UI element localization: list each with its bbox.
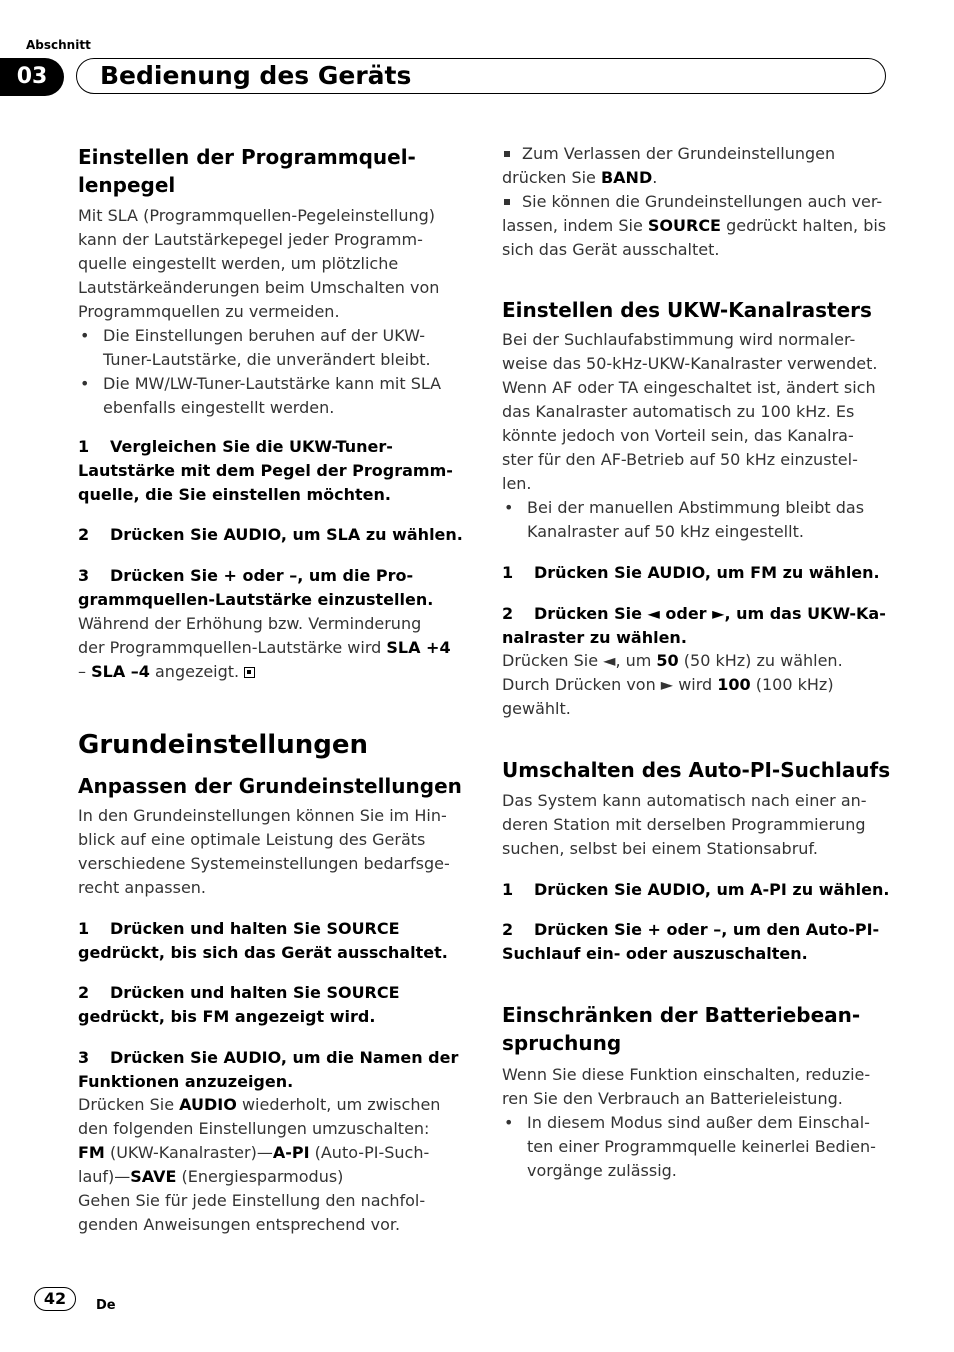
- button-name: BAND: [600, 168, 653, 187]
- step-number: 2: [78, 983, 90, 1002]
- step-1-grund: [78, 917, 470, 965]
- display-value: FM: [78, 1143, 105, 1162]
- text-run: lauf)—: [78, 1167, 131, 1186]
- step-3-pegel-body: [78, 612, 470, 684]
- text-run: Drücken Sie: [78, 1095, 180, 1114]
- text-run: Sie können die Grundeinstellungen auch ver-: [522, 192, 883, 211]
- step-2-ukw-body: [502, 649, 894, 721]
- step-1-pegel: [78, 435, 470, 507]
- text-line: ren Sie den Verbrauch an Batterieleistung.: [502, 1089, 843, 1108]
- button-name: SOURCE: [647, 216, 721, 235]
- text-line: Drücken Sie AUDIO, um FM zu wählen.: [534, 563, 880, 582]
- step-number: 2: [502, 920, 514, 939]
- text-line: Drücken Sie + oder –, um die Pro-: [110, 566, 414, 585]
- step-number: 2: [78, 525, 90, 544]
- step-2-ukw: [502, 602, 894, 650]
- step-2-grund: [78, 981, 470, 1029]
- display-value: A-PI: [272, 1143, 310, 1162]
- language-code: De: [96, 1298, 116, 1313]
- text-line: vorgänge zulässig.: [527, 1161, 677, 1180]
- text-line: könnte jedoch von Vorteil sein, das Kanalra-: [502, 426, 854, 445]
- heading-line: Einstellen der Programmquel-: [78, 145, 416, 169]
- text-line: Funktionen anzuzeigen.: [78, 1072, 294, 1091]
- step-3-grund-body: [78, 1093, 470, 1237]
- text-line: Kanalraster auf 50 kHz eingestellt.: [527, 522, 804, 541]
- text-run: drücken Sie: [502, 168, 601, 187]
- text-line: verschiedene Systemeinstellungen bedarfsge-: [78, 854, 450, 873]
- text-line: grammquellen-Lautstärke einzustellen.: [78, 590, 434, 609]
- text-line: ebenfalls eingestellt werden.: [103, 398, 335, 417]
- text-line: deren Station mit derselben Programmierung: [502, 815, 866, 834]
- chapter-title: Bedienung des Geräts: [100, 61, 412, 90]
- batt-bullets: [502, 1111, 894, 1183]
- step-3-grund: [78, 1046, 470, 1094]
- heading-line: spruchung: [502, 1031, 622, 1055]
- text-run: wiederholt, um zwischen: [236, 1095, 441, 1114]
- text-run: –: [78, 662, 92, 681]
- text-line: sich das Gerät ausschaltet.: [502, 240, 720, 259]
- step-2-api: [502, 918, 894, 966]
- text-line: Drücken und halten Sie SOURCE: [110, 983, 400, 1002]
- section-number-badge: 03: [0, 58, 64, 96]
- bullet-icon: •: [80, 326, 90, 345]
- display-value: SLA +4: [386, 638, 451, 657]
- section-label: Abschnitt: [26, 38, 91, 52]
- pegel-intro: [78, 204, 470, 324]
- api-intro: [502, 789, 894, 861]
- text-line: gedrückt, bis sich das Gerät ausschaltet.: [78, 943, 448, 962]
- step-number: 1: [78, 437, 90, 456]
- text-line: Lautstärke mit dem Pegel der Programm-: [78, 461, 453, 480]
- text-run: Zum Verlassen der Grundeinstellungen: [522, 144, 836, 163]
- text-line: Mit SLA (Programmquellen-Pegeleinstellung): [78, 206, 436, 225]
- text-run: (100 kHz): [750, 675, 834, 694]
- text-line: Bei der Suchlaufabstimmung wird normaler-: [502, 330, 856, 349]
- text-line: Tuner-Lautstärke, die unverändert bleibt.: [103, 350, 431, 369]
- text-line: Lautstärkeänderungen beim Umschalten von: [78, 278, 440, 297]
- bullet-icon: •: [504, 498, 514, 517]
- list-item: [502, 190, 894, 262]
- step-number: 3: [78, 1048, 90, 1067]
- text-line: ten einer Programmquelle keinerlei Bedien-: [527, 1137, 876, 1156]
- text-line: Wenn AF oder TA eingeschaltet ist, ändert sich: [502, 378, 876, 397]
- text-line: gewählt.: [502, 699, 571, 718]
- heading-batterie: [502, 1001, 894, 1057]
- heading-grundeinstellungen: Grundeinstellungen: [78, 730, 368, 760]
- heading-line: lenpegel: [78, 173, 176, 197]
- text-line: In den Grundeinstellungen können Sie im Hin-: [78, 806, 447, 825]
- step-3-pegel: [78, 564, 470, 612]
- square-bullet-icon: [504, 151, 510, 157]
- display-value: SLA –4: [91, 662, 150, 681]
- text-line: nalraster zu wählen.: [502, 628, 687, 647]
- text-line: Drücken Sie AUDIO, um A-PI zu wählen.: [534, 880, 890, 899]
- text-line: Suchlauf ein- oder auszuschalten.: [502, 944, 808, 963]
- text-line: Programmquellen zu vermeiden.: [78, 302, 340, 321]
- text-line: ster für den AF-Betrieb auf 50 kHz einzustel-: [502, 450, 858, 469]
- pegel-bullets: [78, 324, 470, 420]
- text-run: (Auto-PI-Such-: [309, 1143, 430, 1162]
- heading-programmquellenpegel: [78, 143, 470, 199]
- display-value: SAVE: [130, 1167, 177, 1186]
- page-number: 42: [34, 1287, 76, 1311]
- list-item: [502, 142, 894, 190]
- text-line: weise das 50-kHz-UKW-Kanalraster verwendet.: [502, 354, 878, 373]
- text-line: den folgenden Einstellungen umzuschalten:: [78, 1119, 430, 1138]
- text-line: Drücken Sie AUDIO, um SLA zu wählen.: [110, 525, 463, 544]
- heading-anpassen: Anpassen der Grundeinstellungen: [78, 774, 462, 798]
- text-run: lassen, indem Sie: [502, 216, 648, 235]
- list-item: [502, 1111, 894, 1183]
- step-2-pegel: [78, 523, 470, 547]
- list-item: [502, 496, 894, 544]
- step-number: 3: [78, 566, 90, 585]
- text-line: Drücken Sie AUDIO, um die Namen der: [110, 1048, 459, 1067]
- text-line: Vergleichen Sie die UKW-Tuner-: [110, 437, 393, 456]
- text-run: (Energiesparmodus): [176, 1167, 344, 1186]
- list-item: [78, 324, 470, 372]
- text-line: Drücken und halten Sie SOURCE: [110, 919, 400, 938]
- end-of-section-icon: [244, 667, 255, 678]
- text-run: .: [652, 168, 658, 187]
- text-run: (UKW-Kanalraster)—: [104, 1143, 273, 1162]
- text-line: In diesem Modus sind außer dem Einschal-: [527, 1113, 870, 1132]
- ukw-bullets: [502, 496, 894, 544]
- text-line: kann der Lautstärkepegel jeder Programm-: [78, 230, 423, 249]
- text-run: (50 kHz) zu wählen.: [678, 651, 843, 670]
- button-name: AUDIO: [179, 1095, 237, 1114]
- bullet-icon: •: [504, 1113, 514, 1132]
- text-line: blick auf eine optimale Leistung des Geräts: [78, 830, 426, 849]
- text-run: der Programmquellen-Lautstärke wird: [78, 638, 387, 657]
- exit-notes: [502, 142, 894, 262]
- heading-auto-pi: Umschalten des Auto-PI-Suchlaufs: [502, 758, 891, 782]
- text-line: quelle eingestellt werden, um plötzliche: [78, 254, 399, 273]
- text-run: angezeigt.: [149, 662, 245, 681]
- heading-line: Einschränken der Batteriebean-: [502, 1003, 861, 1027]
- text-line: Wenn Sie diese Funktion einschalten, reduzie-: [502, 1065, 871, 1084]
- display-value: 50: [656, 651, 679, 670]
- text-line: das Kanalraster automatisch zu 100 kHz. Es: [502, 402, 855, 421]
- heading-ukw-kanalraster: Einstellen des UKW-Kanalrasters: [502, 298, 872, 322]
- step-number: 1: [502, 563, 514, 582]
- text-line: gedrückt, bis FM angezeigt wird.: [78, 1007, 376, 1026]
- text-run: gedrückt halten, bis: [720, 216, 887, 235]
- step-1-api: [502, 878, 894, 902]
- step-1-ukw: [502, 561, 894, 585]
- step-number: 2: [502, 604, 514, 623]
- list-item: [78, 372, 470, 420]
- step-number: 1: [78, 919, 90, 938]
- text-line: Drücken Sie + oder –, um den Auto-PI-: [534, 920, 880, 939]
- ukw-intro: [502, 328, 894, 496]
- text-line: Bei der manuellen Abstimmung bleibt das: [527, 498, 865, 517]
- step-number: 1: [502, 880, 514, 899]
- text-line: genden Anweisungen entsprechend vor.: [78, 1215, 401, 1234]
- text-line: Das System kann automatisch nach einer an-: [502, 791, 867, 810]
- text-run: Drücken Sie ◄, um: [502, 651, 657, 670]
- text-line: Die Einstellungen beruhen auf der UKW-: [103, 326, 426, 345]
- text-line: Die MW/LW-Tuner-Lautstärke kann mit SLA: [103, 374, 442, 393]
- text-line: len.: [502, 474, 532, 493]
- text-line: Während der Erhöhung bzw. Verminderung: [78, 614, 422, 633]
- square-bullet-icon: [504, 199, 510, 205]
- display-value: 100: [717, 675, 751, 694]
- text-line: quelle, die Sie einstellen möchten.: [78, 485, 391, 504]
- bullet-icon: •: [80, 374, 90, 393]
- text-line: recht anpassen.: [78, 878, 207, 897]
- text-run: Durch Drücken von ► wird: [502, 675, 718, 694]
- text-line: suchen, selbst bei einem Stationsabruf.: [502, 839, 818, 858]
- text-line: Drücken Sie ◄ oder ►, um das UKW-Ka-: [534, 604, 886, 623]
- text-line: Gehen Sie für jede Einstellung den nachfol-: [78, 1191, 426, 1210]
- anpassen-intro: [78, 804, 470, 900]
- batt-intro: [502, 1063, 894, 1111]
